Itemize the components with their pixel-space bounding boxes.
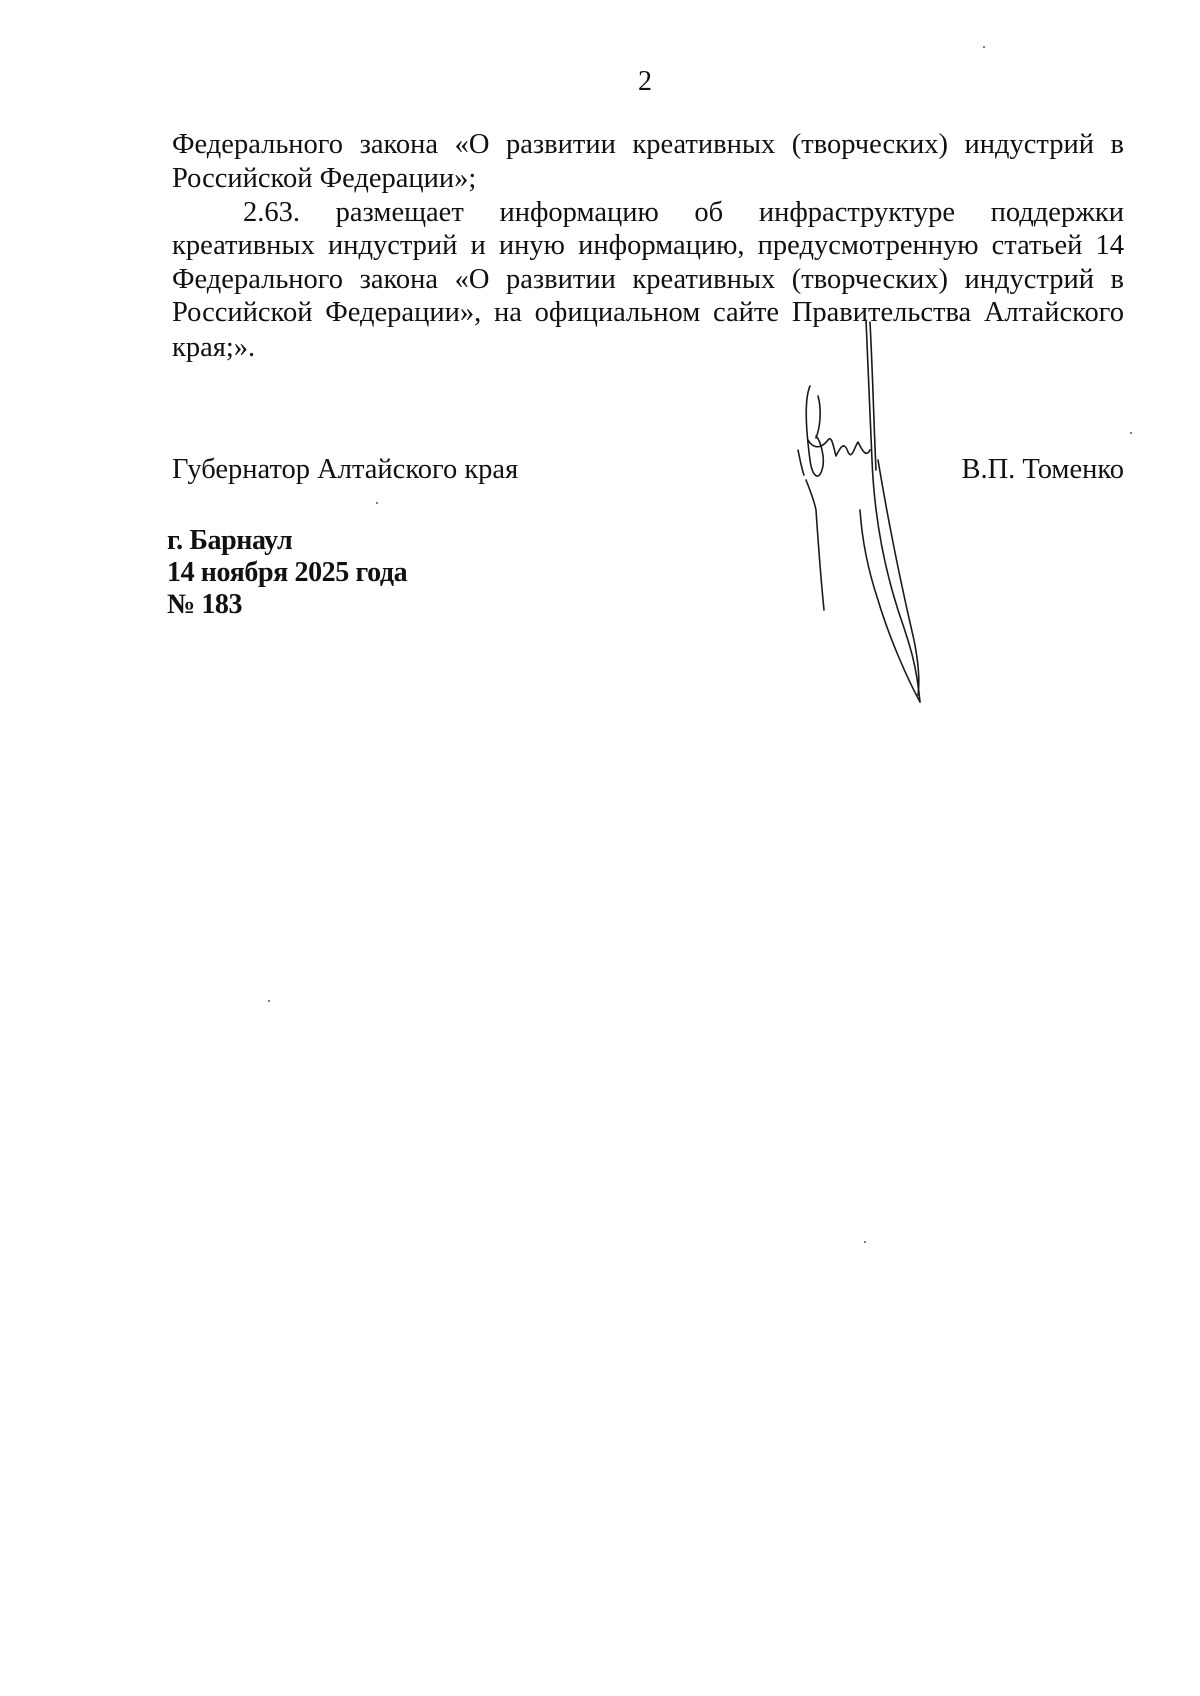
scan-speck	[268, 1000, 270, 1002]
body-line-4: креативных индустрий и иную информацию, предусмотренную статьей 14	[172, 230, 1124, 261]
body-line-6: Российской Федерации», на официальном сайте Правительства Алтайского	[172, 297, 1124, 328]
footer-number: № 183	[167, 589, 243, 620]
body-line-7: края;».	[172, 332, 256, 363]
body-line-1: Федерального закона «О развитии креативных (творческих) индустрий в	[172, 129, 1124, 160]
body-line-3: 2.63. размещает информацию об инфраструктуре поддержки	[243, 197, 1124, 228]
footer-date: 14 ноября 2025 года	[167, 557, 408, 588]
signatory-name: В.П. Томенко	[961, 454, 1124, 485]
scan-speck	[376, 502, 378, 504]
body-line-5: Федерального закона «О развитии креативных (творческих) индустрий в	[172, 264, 1124, 295]
footer-city: г. Барнаул	[167, 525, 293, 556]
signatory-title: Губернатор Алтайского края	[172, 454, 519, 485]
handwritten-signature	[770, 310, 970, 710]
scan-speck	[864, 1241, 866, 1243]
body-line-2: Российской Федерации»;	[172, 163, 477, 194]
scan-speck	[983, 46, 985, 48]
page-number: 2	[638, 66, 652, 97]
scan-speck	[1130, 432, 1132, 434]
